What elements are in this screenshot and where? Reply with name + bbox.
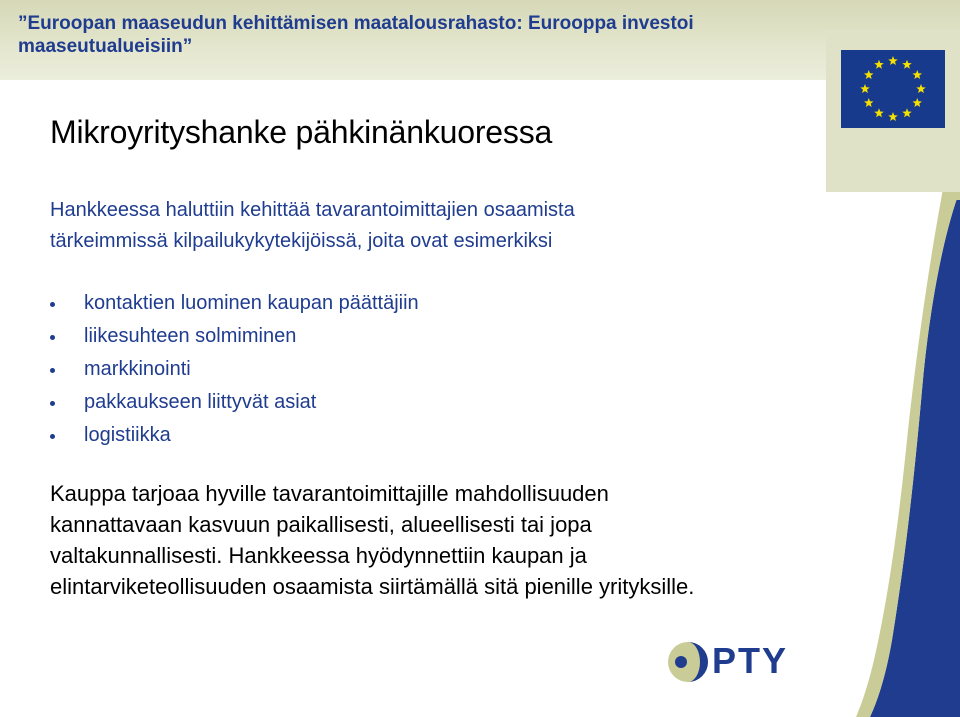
list-item <box>50 386 419 419</box>
summary-line: Kauppa tarjoaa hyville tavarantoimittajille mahdollisuuden <box>50 481 609 506</box>
summary-line: valtakunnallisesti. Hankkeessa hyödynnettiin kaupan ja <box>50 543 587 568</box>
bullet-icon <box>50 401 55 406</box>
pty-logo-text: PTY <box>712 640 789 681</box>
intro-line: Hankkeessa haluttiin kehittää tavarantoimittajien osaamista <box>50 199 575 221</box>
bullet-icon <box>50 302 55 307</box>
list-item <box>50 320 419 353</box>
list-item-text: kontaktien luominen kaupan päättäjiin <box>84 292 419 314</box>
bullet-icon <box>50 335 55 340</box>
list-item <box>50 287 419 320</box>
intro-line: tärkeimmissä kilpailukykytekijöissä, joita ovat esimerkiksi <box>50 230 553 252</box>
list-item-text: liikesuhteen solmiminen <box>84 325 297 347</box>
pty-logo-icon <box>666 640 710 684</box>
summary-paragraph <box>50 478 840 602</box>
list-item-text: markkinointi <box>84 358 191 380</box>
eu-flag-icon <box>826 30 960 192</box>
page-title: Mikroyrityshanke pähkinänkuoressa <box>50 114 553 150</box>
summary-line: kannattavaan kasvuun paikallisesti, alueellisesti tai jopa <box>50 512 592 537</box>
header-title <box>18 12 798 58</box>
list-item <box>50 419 419 452</box>
list-item-text: logistiikka <box>84 424 171 446</box>
summary-line: elintarviketeollisuuden osaamista siirtämällä sitä pienille yrityksille. <box>50 574 695 599</box>
bullet-icon <box>50 368 55 373</box>
header-title-text: Euroopan maaseudun kehittämisen maatalousrahasto: Eurooppa investoi maaseutualueisiin <box>18 13 694 57</box>
header-quote-open: ” <box>18 13 28 34</box>
header-quote-close: ” <box>182 36 193 57</box>
bullet-list <box>50 287 419 452</box>
bullet-icon <box>50 434 55 439</box>
intro-paragraph <box>50 195 810 257</box>
eu-flag-box <box>826 30 960 192</box>
list-item <box>50 353 419 386</box>
list-item-text: pakkaukseen liittyvät asiat <box>84 391 317 413</box>
